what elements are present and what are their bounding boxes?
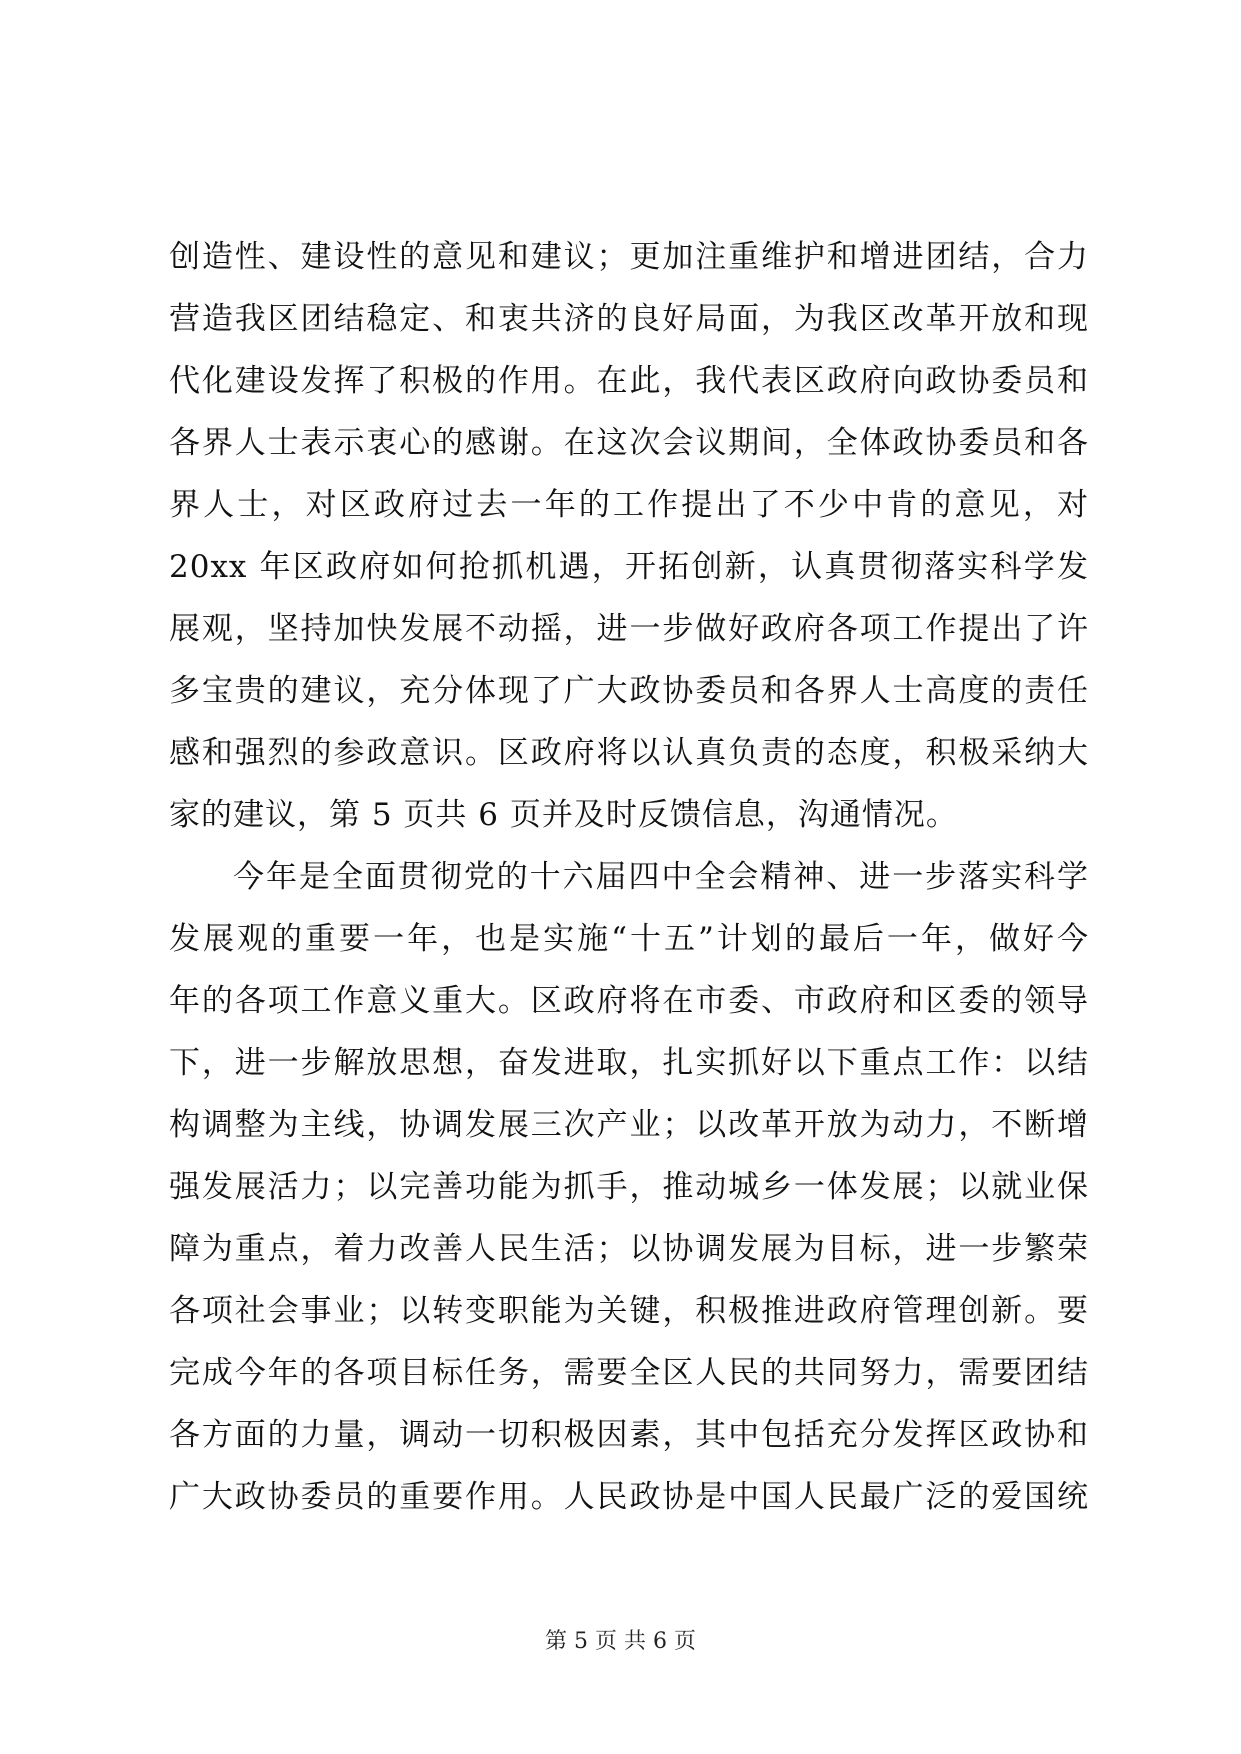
text-line: 下，进一步解放思想，奋发进取，扎实抓好以下重点工作：以结: [169, 1045, 1089, 1081]
text-line: 发展观的重要一年，也是实施“十五”计划的最后一年，做好今: [169, 921, 1089, 957]
text-line: 20xx 年区政府如何抢抓机遇，开拓创新，认真贯彻落实科学发: [169, 549, 1089, 585]
text-line: 展观，坚持加快发展不动摇，进一步做好政府各项工作提出了许: [169, 611, 1089, 647]
text-line: 障为重点，着力改善人民生活；以协调发展为目标，进一步繁荣: [169, 1231, 1089, 1267]
text-line: 多宝贵的建议，充分体现了广大政协委员和各界人士高度的责任: [169, 673, 1089, 709]
text-line: 构调整为主线，协调发展三次产业；以改革开放为动力，不断增: [169, 1107, 1089, 1143]
text-line: 家的建议，第 5 页共 6 页并及时反馈信息，沟通情况。: [169, 797, 958, 833]
text-line: 今年是全面贯彻党的十六届四中全会精神、进一步落实科学: [233, 859, 1089, 895]
text-line: 完成今年的各项目标任务，需要全区人民的共同努力，需要团结: [169, 1355, 1089, 1391]
body-text: [169, 226, 1089, 1528]
text-line: 界人士，对区政府过去一年的工作提出了不少中肯的意见，对: [169, 487, 1089, 523]
text-line: 广大政协委员的重要作用。人民政协是中国人民最广泛的爱国统: [169, 1479, 1089, 1515]
text-line: 各界人士表示衷心的感谢。在这次会议期间，全体政协委员和各: [169, 425, 1089, 461]
page-footer: 第 5 页 共 6 页: [545, 1629, 696, 1654]
text-line: 感和强烈的参政意识。区政府将以认真负责的态度，积极采纳大: [169, 735, 1089, 771]
text-line: 强发展活力；以完善功能为抓手，推动城乡一体发展；以就业保: [169, 1169, 1089, 1205]
text-line: 各项社会事业；以转变职能为关键，积极推进政府管理创新。要: [169, 1293, 1089, 1329]
text-line: 创造性、建设性的意见和建议；更加注重维护和增进团结，合力: [169, 239, 1089, 275]
text-line: 营造我区团结稳定、和衷共济的良好局面，为我区改革开放和现: [169, 301, 1089, 337]
text-line: 代化建设发挥了积极的作用。在此，我代表区政府向政协委员和: [169, 363, 1089, 399]
text-line: 各方面的力量，调动一切积极因素，其中包括充分发挥区政协和: [169, 1417, 1089, 1453]
text-line: 年的各项工作意义重大。区政府将在市委、市政府和区委的领导: [169, 983, 1089, 1019]
